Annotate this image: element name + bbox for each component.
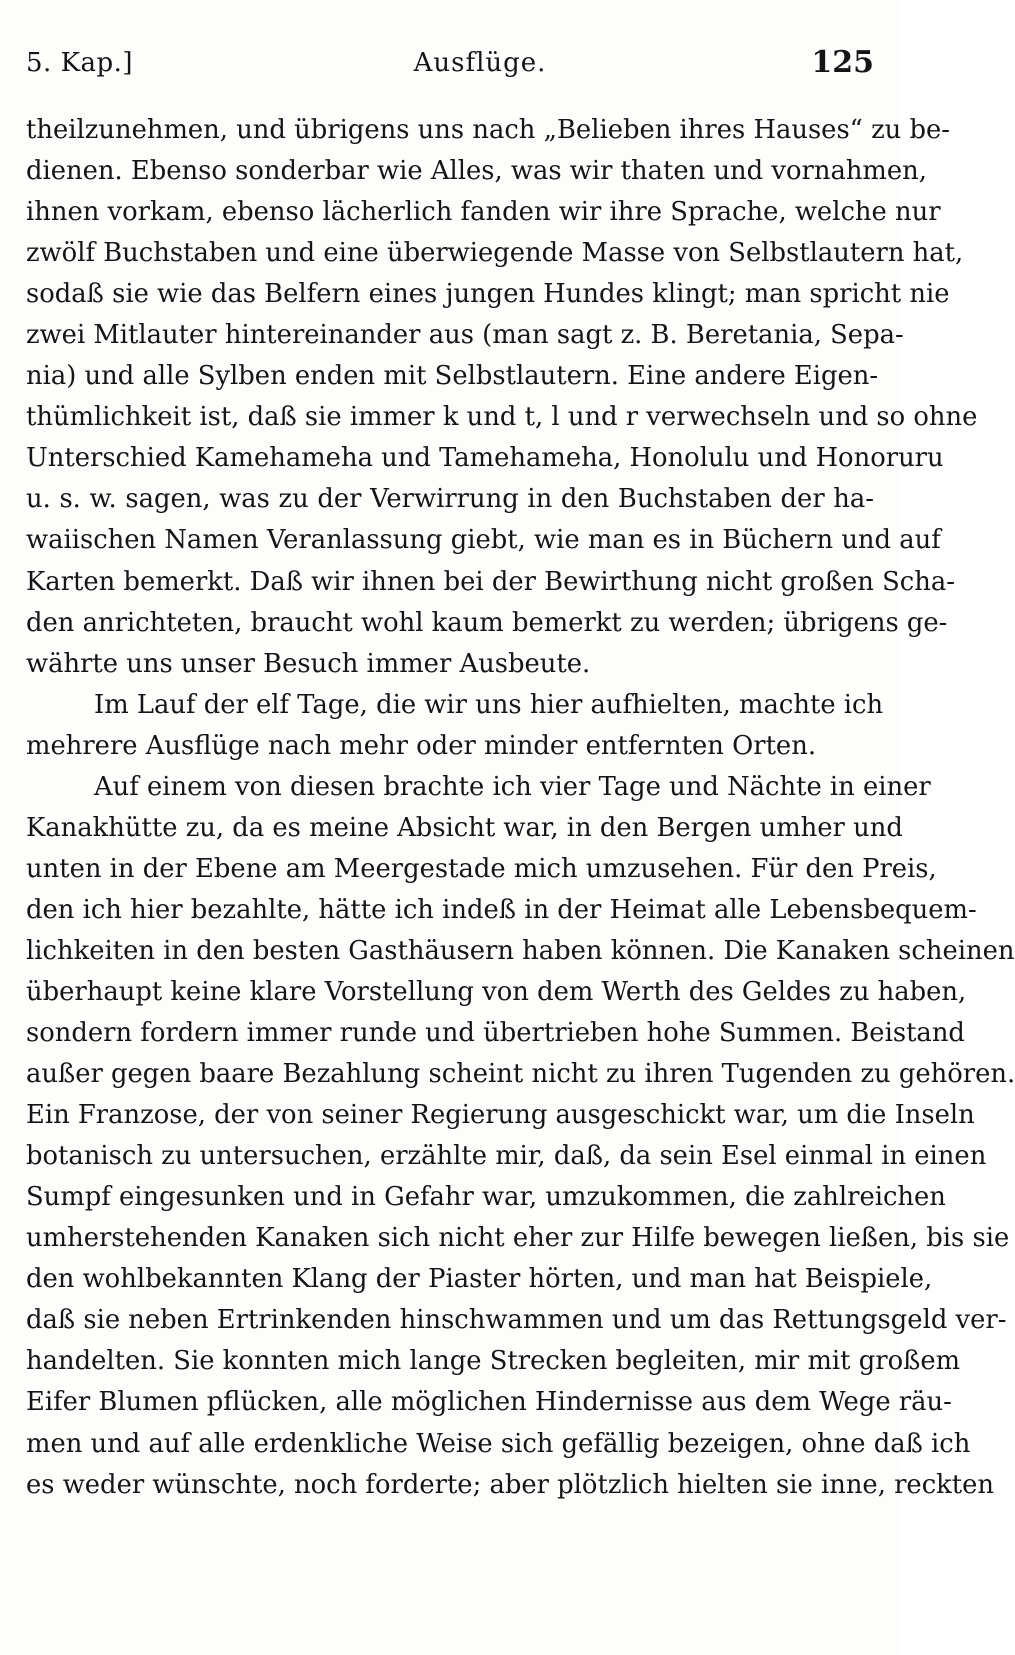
text-line: überhaupt keine klare Vorstellung von dem Werth des Geldes zu haben, <box>26 976 967 1007</box>
text-line: handelten. Sie konnten mich lange Strecken begleiten, mir mit großem <box>26 1346 961 1377</box>
text-line: zwei Mitlauter hintereinander aus (man sagt z. B. Beretania, Sepa- <box>26 320 904 351</box>
text-line: Eifer Blumen pflücken, alle möglichen Hindernisse aus dem Wege räu- <box>26 1387 952 1418</box>
page-body-text <box>26 110 1015 1506</box>
text-line: sondern fordern immer runde und übertrieben hohe Summen. Beistand <box>26 1018 965 1049</box>
text-line: es weder wünschte, noch forderte; aber plötzlich hielten sie inne, reckten <box>26 1469 995 1500</box>
text-line: dienen. Ebenso sonderbar wie Alles, was wir thaten und vornahmen, <box>26 156 927 187</box>
text-line: währte uns unser Besuch immer Ausbeute. <box>26 648 591 679</box>
text-line: sodaß sie wie das Belfern eines jungen Hundes klingt; man spricht nie <box>26 279 950 310</box>
page-number: 125 <box>811 45 874 80</box>
running-header <box>26 42 874 84</box>
text-line: u. s. w. sagen, was zu der Verwirrung in den Buchstaben der ha- <box>26 484 874 515</box>
text-line: waiischen Namen Veranlassung giebt, wie man es in Büchern und auf <box>26 525 941 556</box>
text-line: umherstehenden Kanaken sich nicht eher zur Hilfe bewegen ließen, bis sie <box>26 1223 1010 1254</box>
text-line: lichkeiten in den besten Gasthäusern haben können. Die Kanaken scheinen <box>26 935 1015 966</box>
text-line: Sumpf eingesunken und in Gefahr war, umzukommen, die zahlreichen <box>26 1182 946 1213</box>
text-line: Karten bemerkt. Daß wir ihnen bei der Bewirthung nicht großen Scha- <box>26 566 955 597</box>
text-line: mehrere Ausflüge nach mehr oder minder entfernten Orten. <box>26 730 817 761</box>
text-line: daß sie neben Ertrinkenden hinschwammen und um das Rettungsgeld ver- <box>26 1305 1007 1336</box>
text-line: zwölf Buchstaben und eine überwiegende Masse von Selbstlautern hat, <box>26 238 964 269</box>
text-line: den anrichteten, braucht wohl kaum bemerkt zu werden; übrigens ge- <box>26 607 948 638</box>
text-line: den ich hier bezahlte, hätte ich indeß in der Heimat alle Lebensbequem- <box>26 894 977 925</box>
text-line: Kanakhütte zu, da es meine Absicht war, in den Bergen umher und <box>26 812 903 843</box>
text-line: Ein Franzose, der von seiner Regierung ausgeschickt war, um die Inseln <box>26 1100 975 1131</box>
text-line: theilzunehmen, und übrigens uns nach „Belieben ihres Hauses“ zu be- <box>26 115 950 145</box>
text-line: nia) und alle Sylben enden mit Selbstlautern. Eine andere Eigen- <box>26 361 879 392</box>
text-line: thümlichkeit ist, daß sie immer k und t, l und r verwechseln und so ohne <box>26 402 978 433</box>
text-line: außer gegen baare Bezahlung scheint nicht zu ihren Tugenden zu gehören. <box>26 1059 1015 1090</box>
text-line: Unterschied Kamehameha und Tamehameha, Honolulu und Honoruru <box>26 443 944 474</box>
text-line: ihnen vorkam, ebenso lächerlich fanden wir ihre Sprache, welche nur <box>26 197 941 228</box>
running-title: Ausflüge. <box>413 48 547 78</box>
text-line: den wohlbekannten Klang der Piaster hörten, und man hat Beispiele, <box>26 1264 933 1295</box>
text-line: Im Lauf der elf Tage, die wir uns hier aufhielten, machte ich <box>94 689 884 720</box>
chapter-reference: 5. Kap.] <box>26 48 134 78</box>
text-line: men und auf alle erdenkliche Weise sich gefällig bezeigen, ohne daß ich <box>26 1428 971 1459</box>
text-line: botanisch zu untersuchen, erzählte mir, daß, da sein Esel einmal in einen <box>26 1141 987 1172</box>
text-line: unten in der Ebene am Meergestade mich umzusehen. Für den Preis, <box>26 853 937 884</box>
text-line: Auf einem von diesen brachte ich vier Tage und Nächte in einer <box>94 771 931 802</box>
